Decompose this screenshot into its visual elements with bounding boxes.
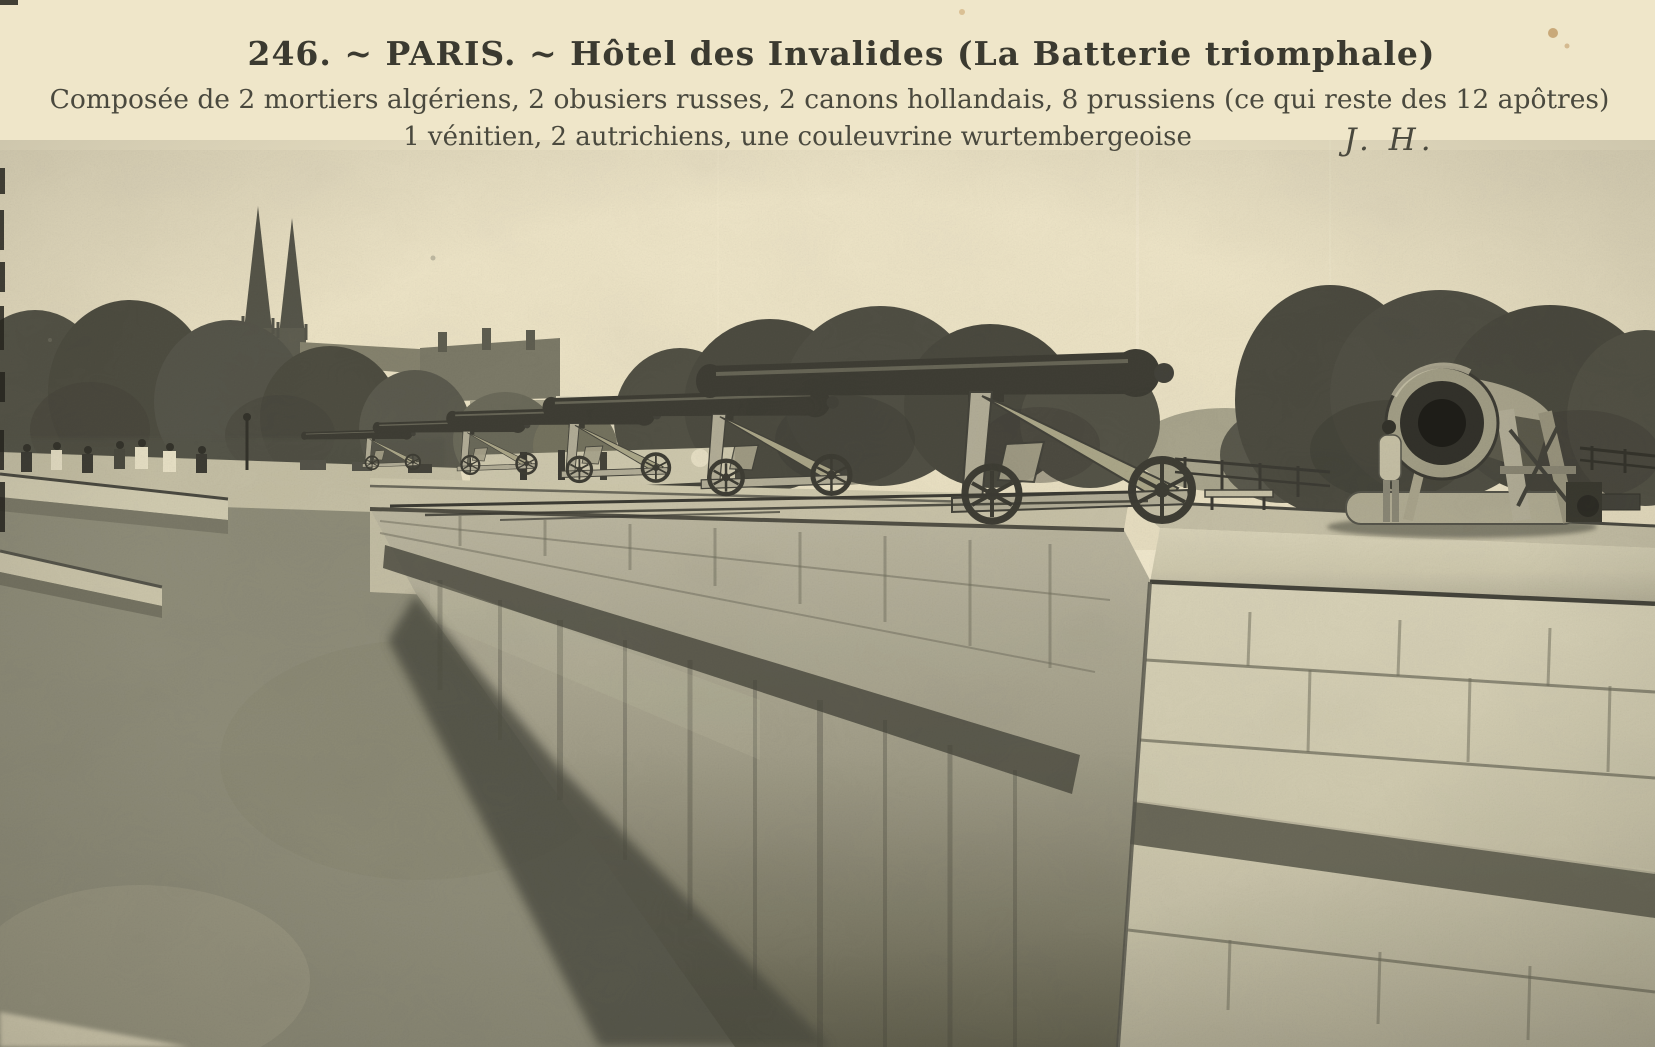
vignette [0, 140, 1655, 1047]
postcard-title: 246. ~ PARIS. ~ Hôtel des Invalides (La Batterie triomphale) [247, 34, 1436, 73]
postcard-subtitle: Composée de 2 mortiers algériens, 2 obusiers russes, 2 canons hollandais, 8 prussiens (ce qui reste des 12 apôtres) [49, 84, 1610, 116]
postcard-subtitle-2: 1 vénitien, 2 autrichiens, une couleuvrine wurtembergeoise [403, 122, 1192, 153]
photographer-monogram: J. H. [1344, 122, 1436, 158]
postcard-header [0, 0, 1655, 158]
